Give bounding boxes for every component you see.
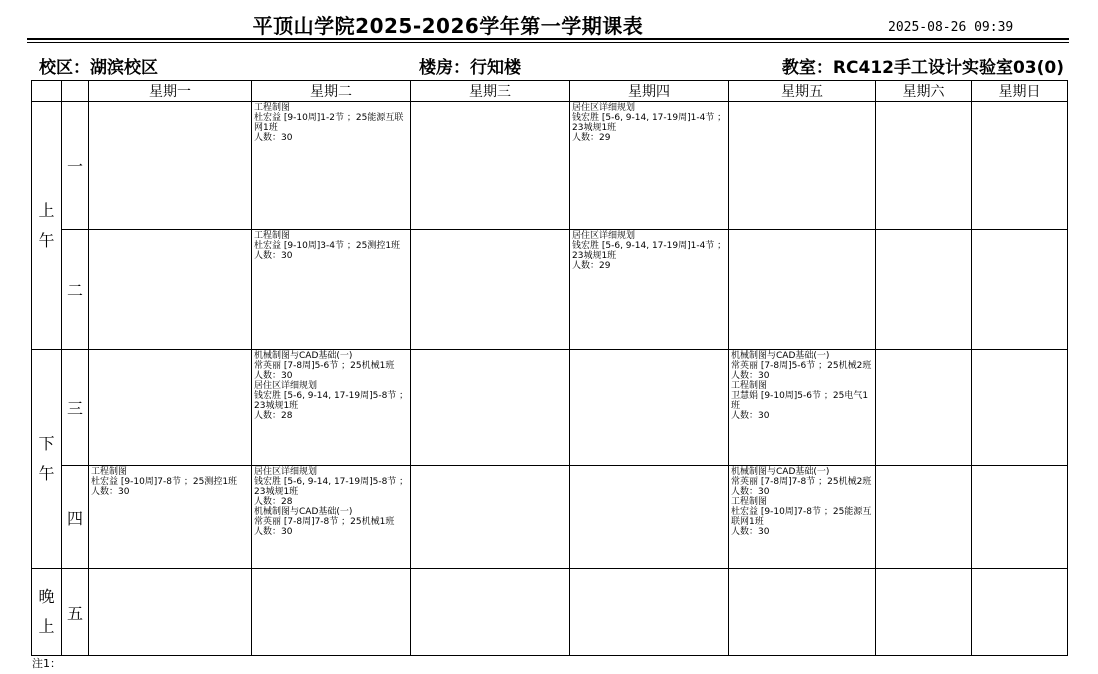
building-label: 楼房：行知楼 (419, 58, 521, 78)
page-title: 平顶山学院2025-2026学年第一学期课表 (252, 14, 644, 38)
course-cell (729, 102, 876, 230)
slot-row (32, 466, 1068, 569)
course-info-line: 工程制图 (254, 231, 291, 241)
header-rule-thin (27, 42, 1069, 43)
course-cell (252, 230, 411, 350)
course-info-line: 人数：29 (572, 261, 611, 271)
course-cell (570, 569, 729, 656)
slot-label: 二 (62, 230, 89, 350)
slot-row (32, 230, 1068, 350)
period-afternoon: 下 午 (32, 350, 62, 569)
course-cell (252, 102, 411, 230)
day-header: 星期日 (972, 81, 1068, 102)
course-cell (570, 466, 729, 569)
course-info-line: 机械制图与CAD基础(一) (731, 467, 830, 477)
slot-label: 五 (62, 569, 89, 656)
course-info-line: 人数：30 (254, 527, 293, 537)
header-rule-thick (27, 38, 1069, 40)
day-header: 星期六 (876, 81, 972, 102)
course-cell (876, 350, 972, 466)
course-info-line: 机械制图与CAD基础(一) (731, 351, 830, 361)
course-info-line: 常英丽 [7-8周]7-8节 ；25机械1班 (254, 517, 395, 527)
course-info-line: 人数：30 (254, 133, 293, 143)
course-info-line: 居住区详细规划 (572, 231, 636, 241)
course-info-line: 常英丽 [7-8周]7-8节 ；25机械2班 (731, 477, 872, 487)
course-cell (876, 230, 972, 350)
course-info-line: 人数：28 (254, 411, 293, 421)
course-cell (570, 350, 729, 466)
course-cell (89, 102, 252, 230)
course-cell (729, 350, 876, 466)
course-cell (411, 230, 570, 350)
course-cell (89, 230, 252, 350)
slot-label: 四 (62, 466, 89, 569)
timetable (31, 80, 1068, 656)
course-info-line: 常英丽 [7-8周]5-6节 ；25机械1班 (254, 361, 395, 371)
period-evening: 晚 上 (32, 569, 62, 656)
course-info-line: 居住区详细规划 (254, 467, 318, 477)
course-cell (876, 466, 972, 569)
course-info-line: 人数：30 (91, 487, 130, 497)
day-header: 星期三 (411, 81, 570, 102)
classroom-label: 教室：RC412手工设计实验室03(0) (781, 58, 1064, 78)
day-header: 星期四 (570, 81, 729, 102)
course-info-line: 机械制图与CAD基础(一) (254, 507, 353, 517)
course-info-line: 杜宏益 [9-10周]3-4节 ；25测控1班 (254, 241, 401, 251)
course-info-line: 人数：28 (254, 497, 293, 507)
course-info-line: 杜宏益 [9-10周]7-8节 ；25能源互联网1班 (731, 507, 872, 527)
slot-label: 一 (62, 102, 89, 230)
course-cell (972, 350, 1068, 466)
course-cell (876, 569, 972, 656)
course-info-line: 机械制图与CAD基础(一) (254, 351, 353, 361)
course-info-line: 工程制图 (254, 103, 291, 113)
course-info-line: 卫慧娟 [9-10周]5-6节 ；25电气1班 (731, 391, 869, 411)
course-cell (972, 466, 1068, 569)
course-info-line: 钱宏胜 [5-6, 9-14, 17-19周]5-8节 ；23城规1班 (254, 477, 409, 497)
print-timestamp: 2025-08-26 09:39 (888, 20, 1014, 35)
course-info-line: 人数：30 (731, 371, 770, 381)
course-cell (411, 569, 570, 656)
course-info-line: 居住区详细规划 (572, 103, 636, 113)
course-info-line: 人数：30 (731, 487, 770, 497)
course-info-line: 钱宏胜 [5-6, 9-14, 17-19周]1-4节 ；23城规1班 (572, 241, 727, 261)
period-morning: 上 午 (32, 102, 62, 350)
course-cell (411, 102, 570, 230)
course-info-line: 钱宏胜 [5-6, 9-14, 17-19周]5-8节 ；23城规1班 (254, 391, 409, 411)
corner-cell (62, 81, 89, 102)
course-info-line: 人数：30 (254, 251, 293, 261)
course-cell (411, 466, 570, 569)
course-info-line: 钱宏胜 [5-6, 9-14, 17-19周]1-4节 ；23城规1班 (572, 113, 727, 133)
course-cell (252, 466, 411, 569)
course-cell (876, 102, 972, 230)
course-cell (729, 466, 876, 569)
day-header: 星期一 (89, 81, 252, 102)
course-cell (729, 569, 876, 656)
course-info-line: 人数：30 (731, 527, 770, 537)
course-cell (972, 230, 1068, 350)
course-info-line: 居住区详细规划 (254, 381, 318, 391)
course-cell (972, 569, 1068, 656)
campus-label: 校区：湖滨校区 (39, 58, 158, 78)
corner-cell (32, 81, 62, 102)
course-cell (570, 230, 729, 350)
course-cell (89, 466, 252, 569)
course-info-line: 杜宏益 [9-10周]1-2节 ；25能源互联网1班 (254, 113, 404, 133)
course-info-line: 人数：30 (254, 371, 293, 381)
course-cell (89, 350, 252, 466)
course-info-line: 杜宏益 [9-10周]7-8节 ；25测控1班 (91, 477, 238, 487)
day-header: 星期五 (729, 81, 876, 102)
course-info-line: 人数：29 (572, 133, 611, 143)
course-cell (570, 102, 729, 230)
course-cell (89, 569, 252, 656)
course-info-line: 常英丽 [7-8周]5-6节 ；25机械2班 (731, 361, 872, 371)
course-info-line: 工程制图 (91, 467, 128, 477)
course-cell (252, 350, 411, 466)
slot-row (32, 102, 1068, 230)
course-cell (972, 102, 1068, 230)
course-cell (411, 350, 570, 466)
day-header-row (32, 81, 1068, 102)
course-info-line: 工程制图 (731, 381, 768, 391)
course-cell (729, 230, 876, 350)
course-info-line: 人数：30 (731, 411, 770, 421)
slot-row (32, 569, 1068, 656)
slot-label: 三 (62, 350, 89, 466)
course-info-line: 工程制图 (731, 497, 768, 507)
footnote: 注1： (32, 657, 61, 670)
day-header: 星期二 (252, 81, 411, 102)
slot-row (32, 350, 1068, 466)
course-cell (252, 569, 411, 656)
